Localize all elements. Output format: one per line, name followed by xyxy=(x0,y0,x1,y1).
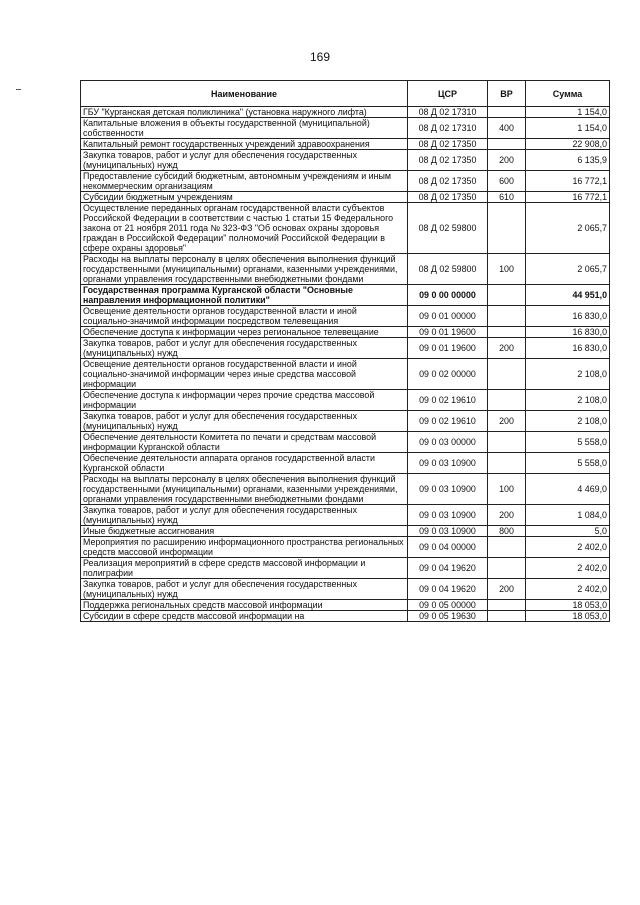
cell-name: Мероприятия по расширению информационного пространства региональных средств массовой информации xyxy=(81,537,408,558)
cell-vr: 400 xyxy=(488,118,526,139)
cell-name: Обеспечение деятельности Комитета по печати и средствам массовой информации Курганской области xyxy=(81,432,408,453)
cell-vr: 100 xyxy=(488,254,526,285)
table-row xyxy=(81,558,610,579)
table-row xyxy=(81,537,610,558)
cell-name: Реализация мероприятий в сфере средств массовой информации и полиграфии xyxy=(81,558,408,579)
cell-sum: 2 065,7 xyxy=(526,254,610,285)
header-vr: ВР xyxy=(488,81,526,107)
cell-vr: 100 xyxy=(488,474,526,505)
table-row xyxy=(81,359,610,390)
cell-vr xyxy=(488,359,526,390)
cell-csr: 09 0 04 19620 xyxy=(408,558,488,579)
cell-csr: 08 Д 02 17350 xyxy=(408,171,488,192)
cell-sum: 5 558,0 xyxy=(526,432,610,453)
cell-sum: 2 108,0 xyxy=(526,359,610,390)
cell-csr: 09 0 03 00000 xyxy=(408,432,488,453)
cell-vr xyxy=(488,285,526,306)
cell-vr xyxy=(488,537,526,558)
cell-sum: 2 065,7 xyxy=(526,203,610,254)
cell-vr: 200 xyxy=(488,579,526,600)
cell-csr: 09 0 02 00000 xyxy=(408,359,488,390)
cell-csr: 08 Д 02 17350 xyxy=(408,192,488,203)
cell-csr: 09 0 01 00000 xyxy=(408,306,488,327)
cell-name: Субсидии бюджетным учреждениям xyxy=(81,192,408,203)
cell-csr: 09 0 03 10900 xyxy=(408,526,488,537)
table-row xyxy=(81,453,610,474)
cell-csr: 08 Д 02 59800 xyxy=(408,254,488,285)
cell-vr xyxy=(488,107,526,118)
table-row xyxy=(81,432,610,453)
cell-name: Расходы на выплаты персоналу в целях обеспечения выполнения функций государственными (муниципальными) органами, казенными учреждениями, органами управления государственными внебюджетными фондами xyxy=(81,254,408,285)
table-row xyxy=(81,306,610,327)
cell-name: Освещение деятельности органов государственной власти и иной социально-значимой информации посредством телевещания xyxy=(81,306,408,327)
cell-vr: 200 xyxy=(488,505,526,526)
cell-sum: 18 053,0 xyxy=(526,600,610,611)
header-sum: Сумма xyxy=(526,81,610,107)
cell-csr: 09 0 02 19610 xyxy=(408,411,488,432)
cell-csr: 08 Д 02 17310 xyxy=(408,107,488,118)
cell-csr: 09 0 02 19610 xyxy=(408,390,488,411)
table-header-row xyxy=(81,81,610,107)
table-row xyxy=(81,139,610,150)
table-row xyxy=(81,171,610,192)
table-row xyxy=(81,338,610,359)
cell-name: Закупка товаров, работ и услуг для обеспечения государственных (муниципальных) нужд xyxy=(81,505,408,526)
header-csr: ЦСР xyxy=(408,81,488,107)
cell-sum: 16 830,0 xyxy=(526,306,610,327)
cell-vr xyxy=(488,600,526,611)
cell-name: Капитальные вложения в объекты государственной (муниципальной) собственности xyxy=(81,118,408,139)
cell-name: ГБУ "Курганская детская поликлиника" (установка наружного лифта) xyxy=(81,107,408,118)
table-row xyxy=(81,505,610,526)
cell-csr: 09 0 03 10900 xyxy=(408,474,488,505)
cell-name: Расходы на выплаты персоналу в целях обеспечения выполнения функций государственными (муниципальными) органами, казенными учреждениями, органами управления государственными внебюджетными фондами xyxy=(81,474,408,505)
cell-name: Обеспечение доступа к информации через прочие средства массовой информации xyxy=(81,390,408,411)
cell-sum: 5,0 xyxy=(526,526,610,537)
cell-name: Обеспечение деятельности аппарата органов государственной власти Курганской области xyxy=(81,453,408,474)
cell-csr: 09 0 01 19600 xyxy=(408,338,488,359)
cell-sum: 16 772,1 xyxy=(526,171,610,192)
cell-name: Государственная программа Курганской области "Основные направления информационной политики" xyxy=(81,285,408,306)
table-row xyxy=(81,285,610,306)
cell-name: Закупка товаров, работ и услуг для обеспечения государственных (муниципальных) нужд xyxy=(81,338,408,359)
cell-vr: 200 xyxy=(488,338,526,359)
cell-sum: 44 951,0 xyxy=(526,285,610,306)
cell-name: Закупка товаров, работ и услуг для обеспечения государственных (муниципальных) нужд xyxy=(81,411,408,432)
cell-name: Иные бюджетные ассигнования xyxy=(81,526,408,537)
table-row xyxy=(81,526,610,537)
cell-sum: 22 908,0 xyxy=(526,139,610,150)
cell-sum: 6 135,9 xyxy=(526,150,610,171)
cell-name: Предоставление субсидий бюджетным, автономным учреждениям и иным некоммерческим организациям xyxy=(81,171,408,192)
table-row xyxy=(81,611,610,622)
cell-vr: 200 xyxy=(488,150,526,171)
cell-vr xyxy=(488,453,526,474)
cell-name: Освещение деятельности органов государственной власти и иной социально-значимой информации через иные средства массовой информации xyxy=(81,359,408,390)
table-row xyxy=(81,150,610,171)
cell-sum: 1 084,0 xyxy=(526,505,610,526)
page-number: 169 xyxy=(309,50,331,64)
cell-sum: 16 830,0 xyxy=(526,338,610,359)
table-row xyxy=(81,474,610,505)
cell-vr xyxy=(488,327,526,338)
cell-name: Капитальный ремонт государственных учреждений здравоохранения xyxy=(81,139,408,150)
cell-vr xyxy=(488,611,526,622)
cell-csr: 09 0 04 00000 xyxy=(408,537,488,558)
cell-vr: 200 xyxy=(488,411,526,432)
cell-name: Осуществление переданных органам государственной власти субъектов Российской Федерации в соответствии с частью 1 статьи 15 Федерального закона от 21 ноября 2011 года № 323-ФЗ "Об основах охраны здоровья граждан в Российской Федерации" полномочий Российской Федерации в сфере охраны здоровья" xyxy=(81,203,408,254)
cell-csr: 08 Д 02 17350 xyxy=(408,139,488,150)
cell-sum: 2 108,0 xyxy=(526,411,610,432)
cell-vr xyxy=(488,203,526,254)
cell-vr xyxy=(488,306,526,327)
cell-sum: 2 402,0 xyxy=(526,558,610,579)
cell-name: Обеспечение доступа к информации через региональное телевещание xyxy=(81,327,408,338)
cell-name: Субсидии в сфере средств массовой информации на xyxy=(81,611,408,622)
table-row xyxy=(81,203,610,254)
cell-vr: 800 xyxy=(488,526,526,537)
cell-sum: 1 154,0 xyxy=(526,107,610,118)
cell-name: Закупка товаров, работ и услуг для обеспечения государственных (муниципальных) нужд xyxy=(81,579,408,600)
cell-sum: 2 402,0 xyxy=(526,537,610,558)
table-row xyxy=(81,107,610,118)
cell-csr: 09 0 00 00000 xyxy=(408,285,488,306)
cell-csr: 09 0 05 00000 xyxy=(408,600,488,611)
cell-sum: 1 154,0 xyxy=(526,118,610,139)
table-row xyxy=(81,118,610,139)
budget-table xyxy=(80,80,610,622)
cell-sum: 2 108,0 xyxy=(526,390,610,411)
cell-csr: 09 0 01 19600 xyxy=(408,327,488,338)
cell-name: Поддержка региональных средств массовой информации xyxy=(81,600,408,611)
table-row xyxy=(81,390,610,411)
cell-csr: 08 Д 02 59800 xyxy=(408,203,488,254)
cell-vr xyxy=(488,558,526,579)
cell-sum: 16 772,1 xyxy=(526,192,610,203)
cell-name: Закупка товаров, работ и услуг для обеспечения государственных (муниципальных) нужд xyxy=(81,150,408,171)
cell-vr: 610 xyxy=(488,192,526,203)
cell-sum: 16 830,0 xyxy=(526,327,610,338)
table-row xyxy=(81,579,610,600)
header-name: Наименование xyxy=(81,81,408,107)
cell-csr: 09 0 05 19630 xyxy=(408,611,488,622)
cell-csr: 09 0 03 10900 xyxy=(408,453,488,474)
table-row xyxy=(81,254,610,285)
cell-csr: 08 Д 02 17310 xyxy=(408,118,488,139)
table-row xyxy=(81,192,610,203)
cell-sum: 4 469,0 xyxy=(526,474,610,505)
table-row xyxy=(81,327,610,338)
table-row xyxy=(81,600,610,611)
cell-vr xyxy=(488,139,526,150)
cell-csr: 08 Д 02 17350 xyxy=(408,150,488,171)
margin-mark xyxy=(16,89,21,90)
cell-vr xyxy=(488,390,526,411)
table-body xyxy=(81,107,610,622)
cell-sum: 18 053,0 xyxy=(526,611,610,622)
cell-sum: 5 558,0 xyxy=(526,453,610,474)
table-row xyxy=(81,411,610,432)
cell-sum: 2 402,0 xyxy=(526,579,610,600)
cell-vr: 600 xyxy=(488,171,526,192)
cell-csr: 09 0 04 19620 xyxy=(408,579,488,600)
cell-vr xyxy=(488,432,526,453)
cell-csr: 09 0 03 10900 xyxy=(408,505,488,526)
